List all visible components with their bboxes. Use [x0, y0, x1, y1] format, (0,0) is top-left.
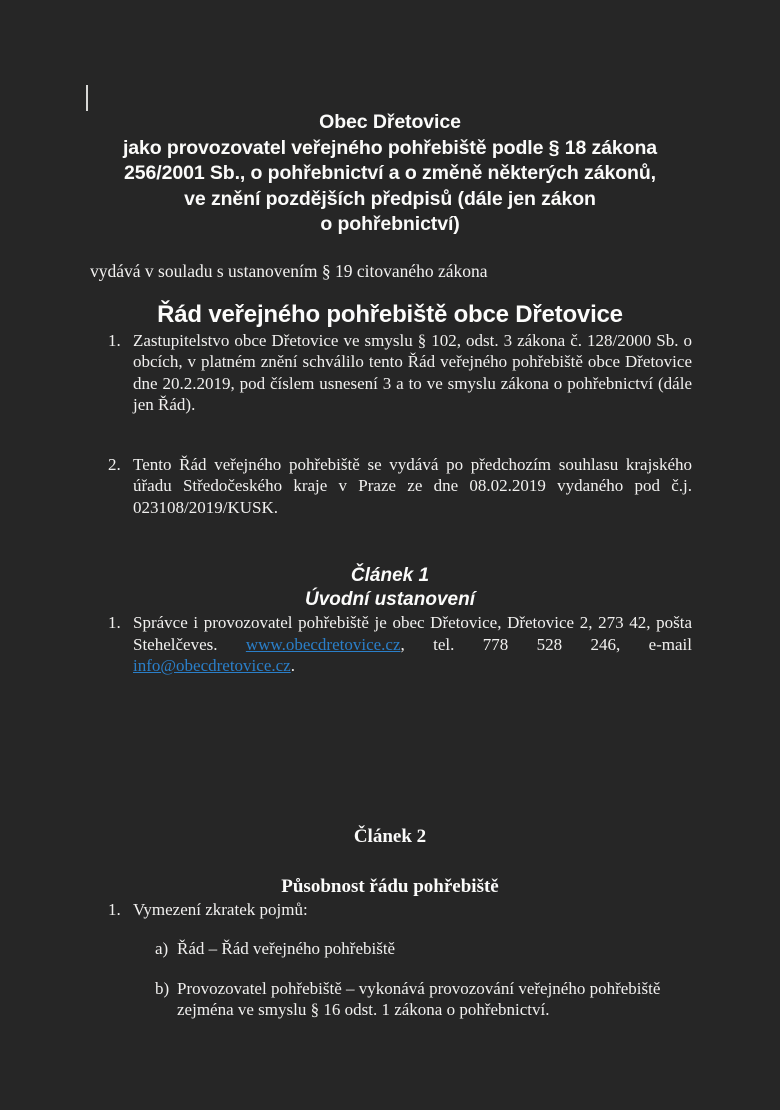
list-item-text: Vymezení zkratek pojmů: — [133, 899, 308, 919]
list-item — [88, 899, 692, 1021]
list-item — [155, 978, 692, 1021]
list-item-text: Zastupitelstvo obce Dřetovice ve smyslu § 102, odst. 3 zákona č. 128/2000 Sb. o obcích, v platném znění schválilo tento Řád veřejného pohřebiště obce Dřetovice dne 20.2.2019, pod číslem usnesení 3 a to ve smyslu zákona o pohřebnictví (dále jen Řád). — [133, 330, 692, 414]
issued-line: vydává v souladu s ustanovením § 19 citovaného zákona — [90, 260, 488, 281]
list-item-text: Řád – Řád veřejného pohřebiště — [177, 939, 396, 958]
list-marker: b) — [155, 978, 170, 998]
document-content — [88, 0, 692, 1021]
page-title: Řád veřejného pohřebiště obce Dřetovice — [157, 300, 623, 328]
list-marker: 1. — [108, 613, 121, 632]
article-2-sublist — [133, 920, 692, 1021]
list-item-text: Tento Řád veřejného pohřebiště se vydává po předchozím souhlasu krajského úřadu Středočeského kraje v Praze ze dne 08.02.2019 vydaného pod č.j. 023108/2019/KUSK. — [133, 454, 692, 517]
list-marker: 1. — [108, 330, 121, 350]
article-2-subheading: Působnost řádu pohřebiště — [281, 875, 499, 897]
article-2-list — [88, 899, 692, 1021]
list-item — [88, 454, 692, 519]
header-line-3: 256/2001 Sb., o pohřebnictví a o změně některých zákonů, — [124, 162, 656, 184]
contact-text-lead: Správce i provozovatel pohřebiště je obec Dřetovice, Dřetovice 2, 273 42, pošta Stehelčeves. — [133, 613, 692, 654]
article-1-subheading: Úvodní ustanovení — [305, 589, 475, 610]
contact-text-tail: . — [290, 656, 295, 675]
website-link[interactable]: www.obecdretovice.cz — [245, 634, 401, 654]
list-item-text: Provozovatel pohřebiště – vykonává provozování veřejného pohřebiště zejména ve smyslu § 16 odst. 1 zákona o pohřebnictví. — [177, 978, 661, 1019]
contact-text-middle: , tel. 778 528 246, e-mail — [400, 634, 692, 654]
list-marker: a) — [155, 939, 169, 958]
list-marker: 1. — [108, 899, 121, 919]
article-1-number: Článek 1 — [350, 565, 430, 586]
article-1-list — [88, 612, 692, 677]
list-item — [88, 612, 692, 677]
document-header — [88, 0, 692, 238]
list-marker: 2. — [108, 454, 121, 474]
header-line-4: ve znění pozdějších předpisů (dále jen zákon — [184, 187, 596, 210]
intro-list — [88, 330, 692, 519]
email-link[interactable]: info@obecdretovice.cz — [133, 656, 291, 675]
list-item — [155, 938, 692, 960]
list-item — [88, 330, 692, 416]
header-line-2: jako provozovatel veřejného pohřebiště podle § 18 zákona — [122, 136, 658, 159]
article-1-heading — [88, 518, 692, 612]
article-2-heading: Článek 2 — [353, 825, 427, 847]
header-line-5: o pohřebnictví) — [320, 213, 460, 235]
header-line-1: Obec Dřetovice — [319, 111, 461, 133]
